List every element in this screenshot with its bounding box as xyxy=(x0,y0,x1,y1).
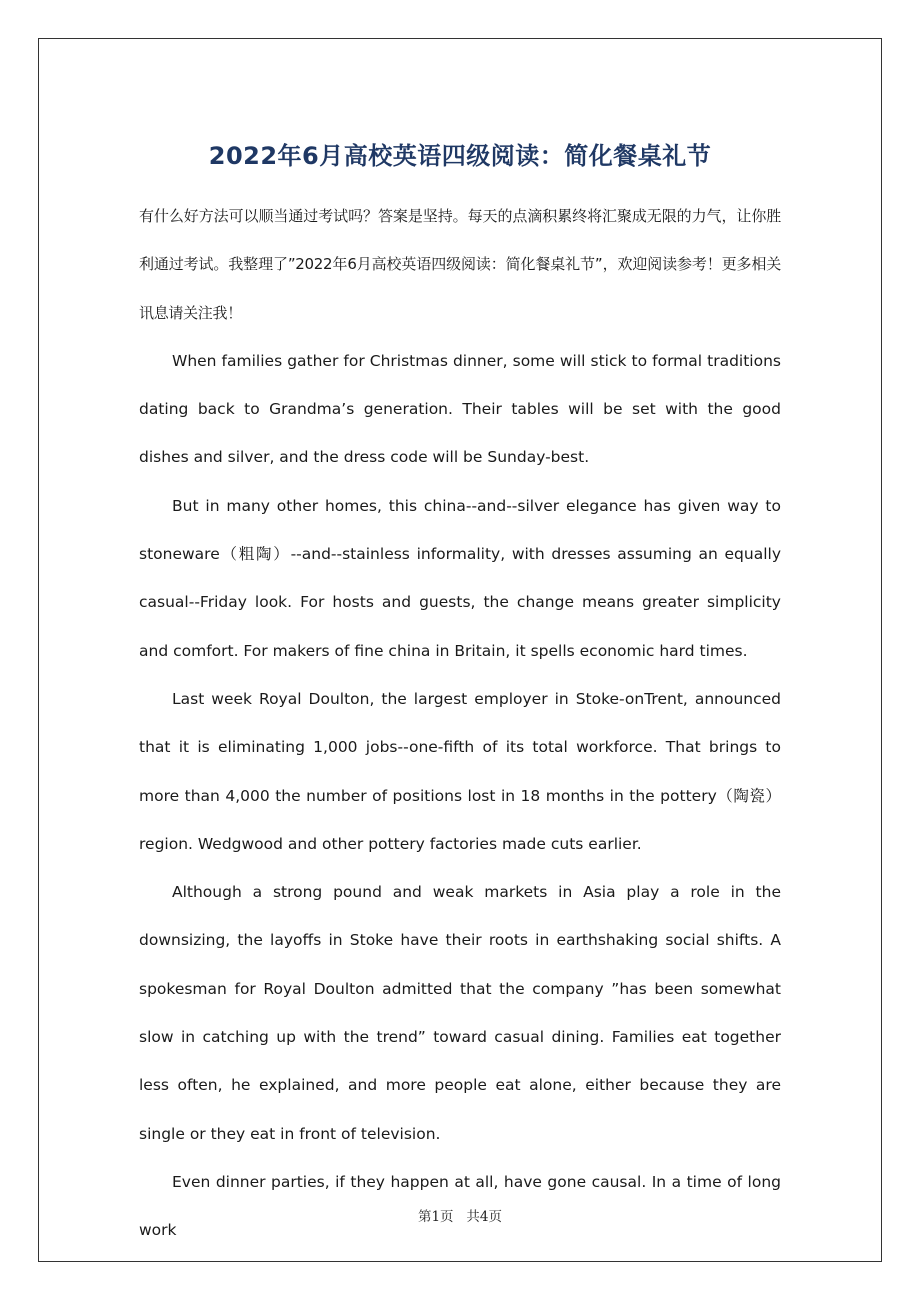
paragraph-layoffs: Although a strong pound and weak markets in Asia play a role in the downsizing, the layoffs in Stoke have their roots in earthshaking social shifts. A spokesman for Royal Doulton admitted that the company ”has been somewhat slow in catching up with the trend” toward casual dining. Families eat together less often, he explained, and more people eat alone, either because they are single or they eat in front of television. xyxy=(139,883,781,1143)
paragraph-royal-doulton: Last week Royal Doulton, the largest employer in Stoke-onTrent, announced that it is eliminating 1,000 jobs--one-fifth of its total workforce. That brings to more than 4,000 the number of positions lost in 18 months in the pottery（陶瓷）region. Wedgwood and other pottery factories made cuts earlier. xyxy=(139,689,781,853)
paragraph-christmas-dinner: When families gather for Christmas dinner, some will stick to formal traditions dating back to Grandma’s generation. Their tables will be set with the good dishes and silver, and the dress code will be Sunday-best. xyxy=(139,351,781,467)
paragraph-china-silver: But in many other homes, this china--and--silver elegance has given way to stoneware（粗陶）--and--stainless informality, with dresses assuming an equally casual--Friday look. For hosts and guests, the change means greater simplicity and comfort. For makers of fine china in Britain, it spells economic hard times. xyxy=(139,496,781,660)
intro-paragraph: 有什么好方法可以顺当通过考试吗？答案是坚持。每天的点滴积累终将汇聚成无限的力气，让你胜利通过考试。我整理了”2022年6月高校英语四级阅读：简化餐桌礼节”，欢迎阅读参考！更多相关讯息请关注我！ xyxy=(139,207,781,322)
paragraph-dinner-parties: Even dinner parties, if they happen at all, have gone causal. In a time of long work xyxy=(139,1172,781,1240)
article-body xyxy=(139,192,781,1255)
page-number-footer: 第1页 共4页 xyxy=(417,1209,503,1225)
page-title: 2022年6月高校英语四级阅读：简化餐桌礼节 xyxy=(208,142,712,171)
